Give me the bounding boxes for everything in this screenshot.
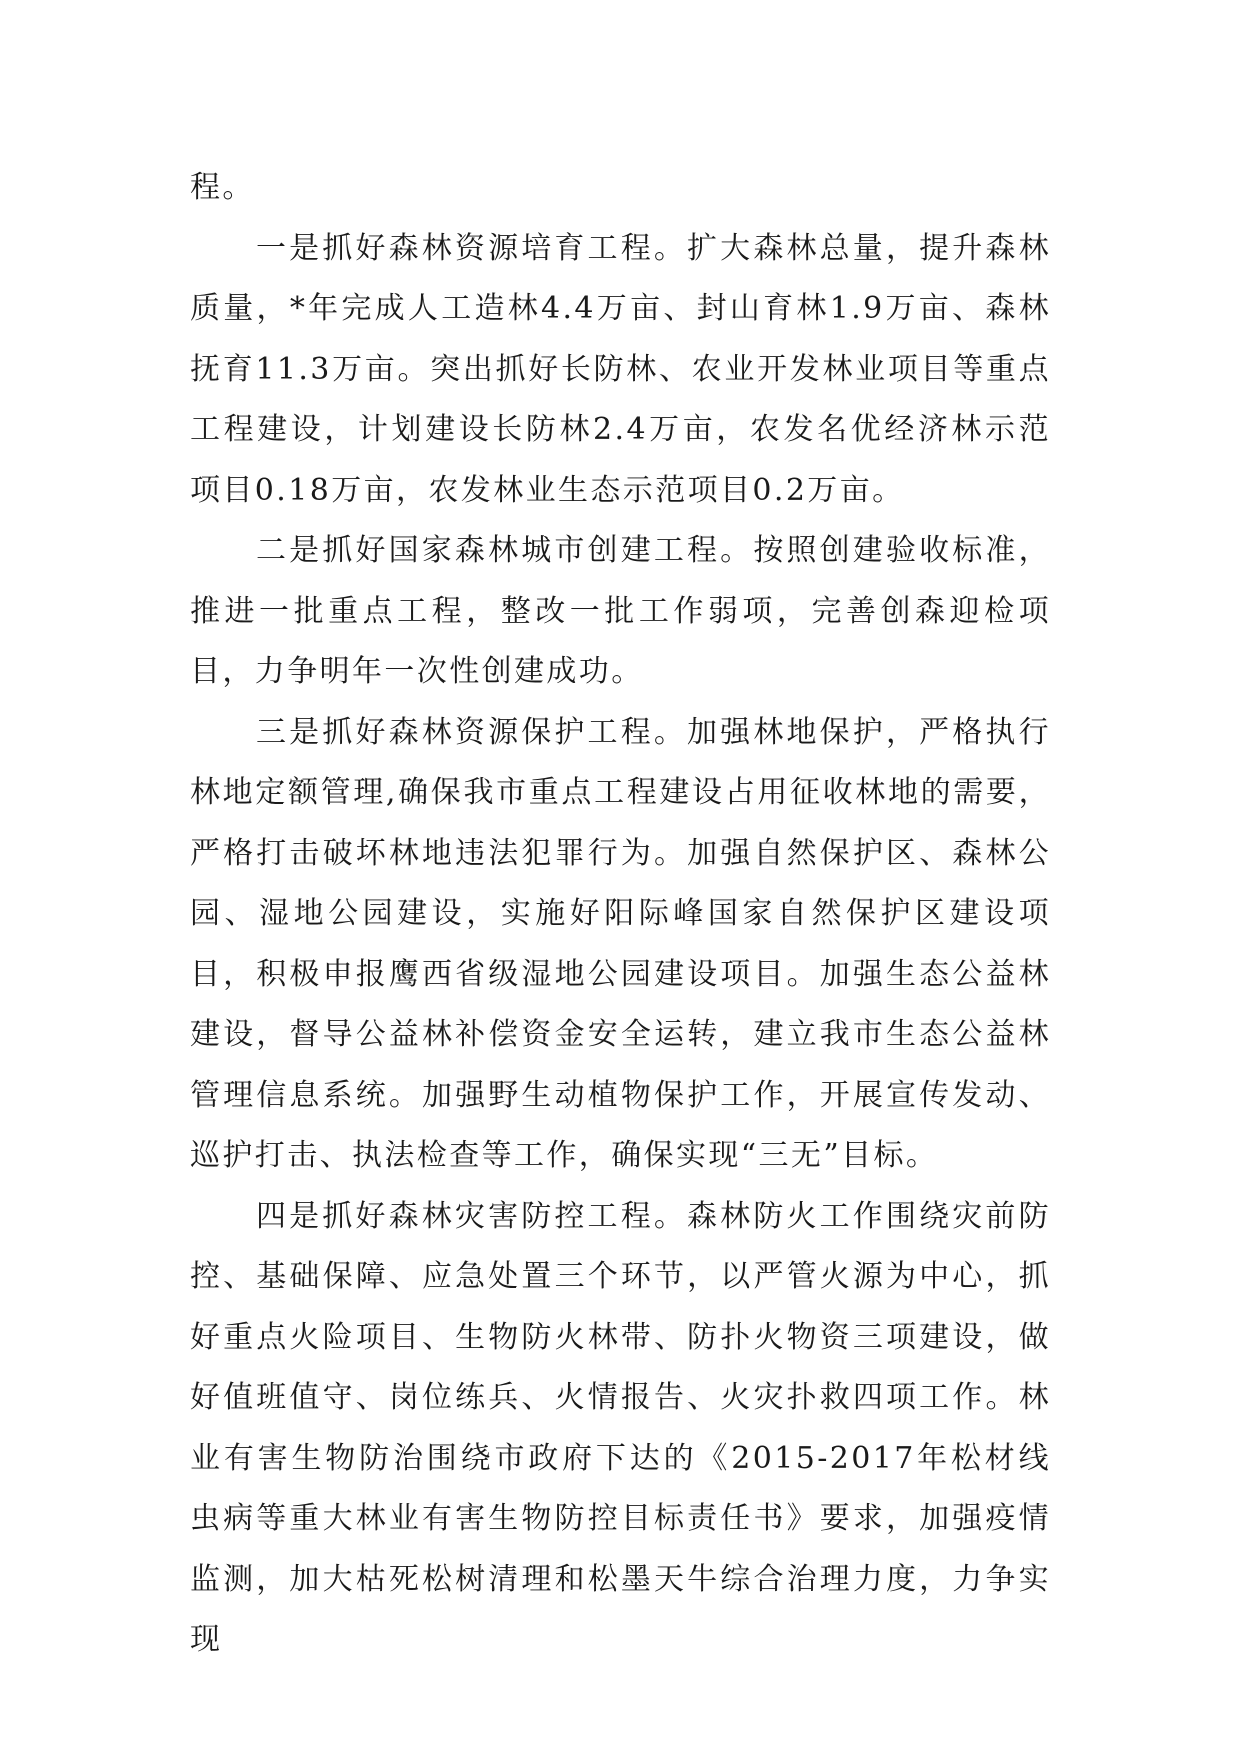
- paragraph-forest-city: 二是抓好国家森林城市创建工程。按照创建验收标准，推进一批重点工程，整改一批工作弱项，完善创森迎检项目，力争明年一次性创建成功。: [190, 533, 1051, 689]
- paragraph-disaster-prevention: 四是抓好森林灾害防控工程。森林防火工作围绕灾前防控、基础保障、应急处置三个环节，以严管火源为中心，抓好重点火险项目、生物防火林带、防扑火物资三项建设，做好值班值守、岗位练兵、火情报告、火灾扑救四项工作。林业有害生物防治围绕市政府下达的《2015-2017年松材线虫病等重大林业有害生物防控目标责任书》要求，加强疫情监测，加大枯死松树清理和松墨天牛综合治理力度，力争实现: [190, 1198, 1051, 1657]
- paragraph-forest-protection: 三是抓好森林资源保护工程。加强林地保护，严格执行林地定额管理,确保我市重点工程建设占用征收林地的需要，严格打击破坏林地违法犯罪行为。加强自然保护区、森林公园、湿地公园建设，实施好阳际峰国家自然保护区建设项目，积极申报鹰西省级湿地公园建设项目。加强生态公益林建设，督导公益林补偿资金安全运转，建立我市生态公益林管理信息系统。加强野生动植物保护工作，开展宣传发动、巡护打击、执法检查等工作，确保实现“三无”目标。: [190, 714, 1051, 1173]
- document-body: [190, 158, 1051, 1671]
- paragraph-forest-cultivation: 一是抓好森林资源培育工程。扩大森林总量，提升森林质量，*年完成人工造林4.4万亩、封山育林1.9万亩、森林抚育11.3万亩。突出抓好长防林、农业开发林业项目等重点工程建设，计划建设长防林2.4万亩，农发名优经济林示范项目0.18万亩，农发林业生态示范项目0.2万亩。: [190, 230, 1051, 508]
- paragraph-continuation: 程。: [190, 170, 255, 205]
